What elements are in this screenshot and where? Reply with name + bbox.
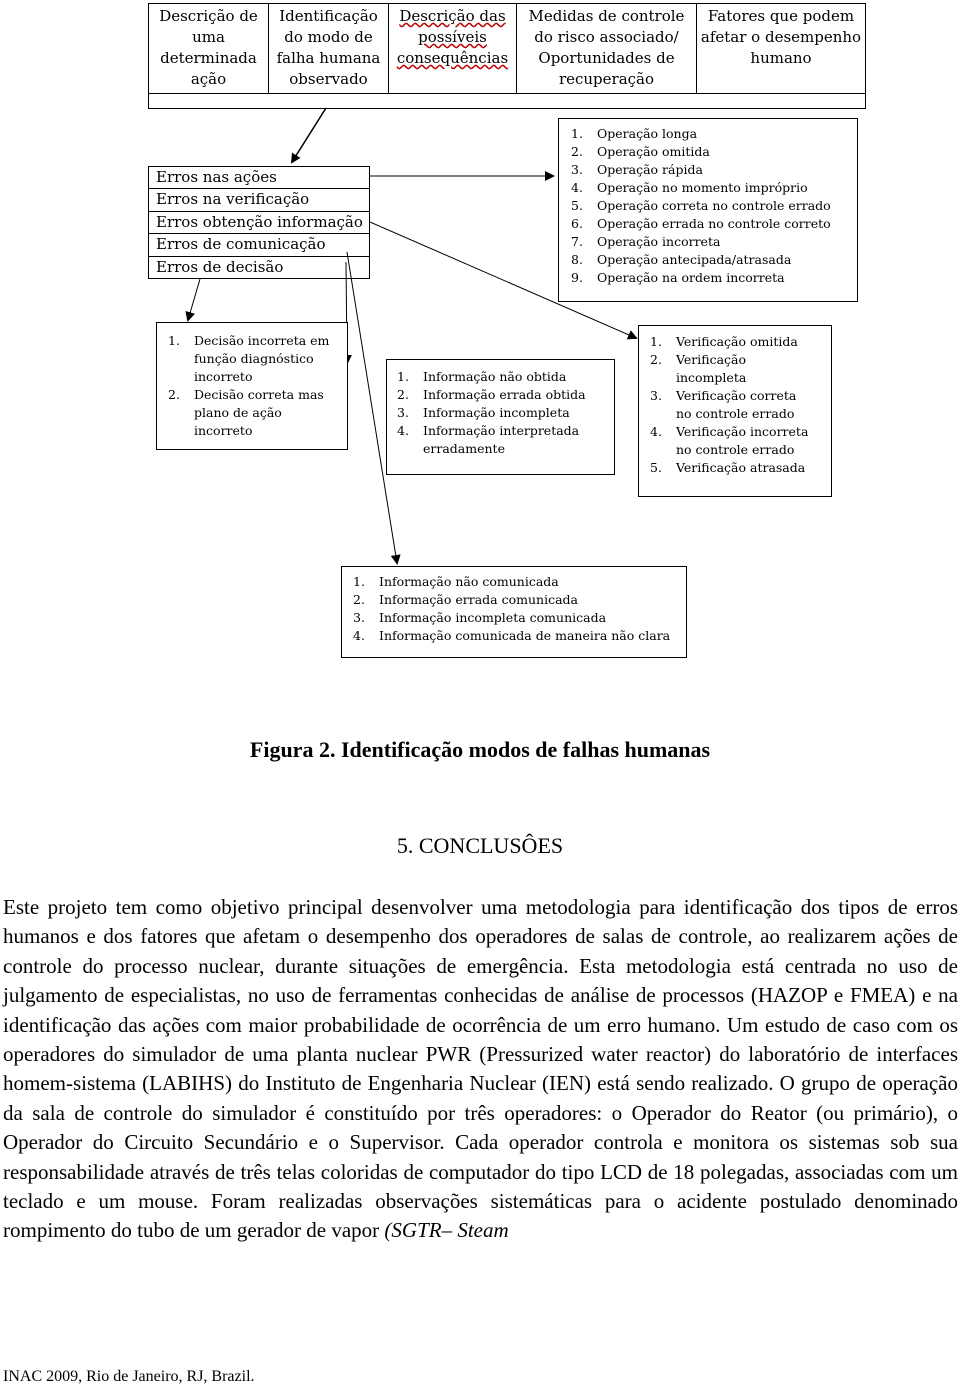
paragraph-text: Este projeto tem como objetivo principal desenvolver uma metodologia para identificação dos tipos de erros humanos e dos fatores que afetam o desempenho dos operadores de salas de controle, ao realizarem ações de controle do processo nuclear, durante situações de emergência. Esta metodologia está centrada no uso de julgamento de especialistas, no uso de ferramentas conhecidas de análise de processos (HAZOP e FMEA) e na identificação das ações com maior probabilidade de ocorrência de um erro humano. Um estudo de caso com os operadores do simulador de uma planta nuclear PWR (Pressurized water reactor) do laboratório de interfaces homem-sistema (LABIHS) do Instituto de Engenharia Nuclear (IEN) está sendo realizado. O grupo de operação da sala de controle do simulador é constituído por três operadores: o Operador do Reator (ou primário), o Operador do Circuito Secundário e o Supervisor. Cada operador controla e monitora os sistemas sob sua responsabilidade através de três telas coloridas de computador do tipo LCD de 18 polegadas, associadas com um teclado e um mouse. Foram realizadas observações sistemáticas para o acidente postulado denominado rompimento do tubo de um gerador de vapor: [3, 895, 958, 1243]
list-item: 4. Verificação incorreta no controle errado: [650, 424, 809, 457]
paragraph-italic-tail: (SGTR– Steam: [384, 1218, 509, 1243]
header-action-description: Descrição de uma determinada ação: [149, 4, 269, 93]
list-item: 1. Verificação omitida: [650, 334, 798, 349]
verification-errors-box: [638, 325, 832, 497]
list-item: 5. Operação correta no controle errado: [571, 198, 831, 213]
list-item: 6. Operação errada no controle correto: [571, 216, 831, 231]
header-control-measures: Medidas de controle do risco associado/ Oportunidades de recuperação: [517, 4, 697, 93]
list-item: 8. Operação antecipada/atrasada: [571, 252, 792, 267]
list-item: 2. Informação errada obtida: [397, 387, 586, 402]
list-item: 1. Informação não obtida: [397, 369, 567, 384]
header-performance-factors: Fatores que podem afetar o desempenho humano: [700, 7, 862, 67]
error-type-row: Erros de decisão: [156, 257, 284, 276]
list-item: 2. Operação omitida: [571, 144, 710, 159]
list-item: 3. Verificação correta no controle errado: [650, 388, 797, 421]
error-type-row: Erros nas ações: [149, 167, 369, 189]
list-item: 4. Operação no momento impróprio: [571, 180, 808, 195]
communication-errors-box: [341, 566, 687, 658]
error-type-row: Erros de comunicação: [149, 234, 369, 256]
error-type-row: Erros obtenção informação: [149, 212, 369, 234]
list-item: 3. Operação rápida: [571, 162, 703, 177]
arrow-to-decision: [188, 279, 200, 320]
list-item: 1. Decisão incorreta em função diagnóstico incorreto: [168, 333, 330, 384]
page-footer: INAC 2009, Rio de Janeiro, RJ, Brazil.: [3, 1368, 255, 1385]
list-item: 4. Informação comunicada de maneira não clara: [353, 628, 671, 643]
list-item: 3. Informação incompleta comunicada: [353, 610, 607, 625]
error-type-row: Erros na verificação: [149, 189, 369, 211]
list-item: 1. Operação longa: [571, 126, 698, 141]
list-item: 2. Decisão correta mas plano de ação incorreto: [168, 387, 324, 438]
list-item: 3. Informação incompleta: [397, 405, 570, 420]
list-item: 7. Operação incorreta: [571, 234, 721, 249]
information-errors-box: [386, 359, 615, 475]
decision-errors-box: [156, 322, 348, 450]
list-item: 1. Informação não comunicada: [353, 574, 559, 589]
figure-caption: Figura 2. Identificação modos de falhas humanas: [249, 737, 711, 762]
list-item: 4. Informação interpretada erradamente: [397, 423, 580, 456]
list-item: 2. Verificação incompleta: [650, 352, 747, 385]
analysis-header-row: [149, 4, 865, 94]
header-consequences: Descrição das possíveis consequências: [389, 4, 517, 93]
section-heading: 5. CONCLUSÔES: [396, 833, 564, 858]
operations-list-box: [558, 118, 858, 302]
list-item: 9. Operação na ordem incorreta: [571, 270, 785, 285]
header-failure-mode: Identificação do modo de falha humana observado: [269, 4, 389, 93]
error-types-table: [148, 166, 370, 279]
analysis-header-table: [148, 3, 866, 109]
list-item: 2. Informação errada comunicada: [353, 592, 578, 607]
arrow-to-error-types: [292, 108, 326, 162]
body-paragraph: [3, 893, 958, 1246]
list-item: 5. Verificação atrasada: [650, 460, 806, 475]
